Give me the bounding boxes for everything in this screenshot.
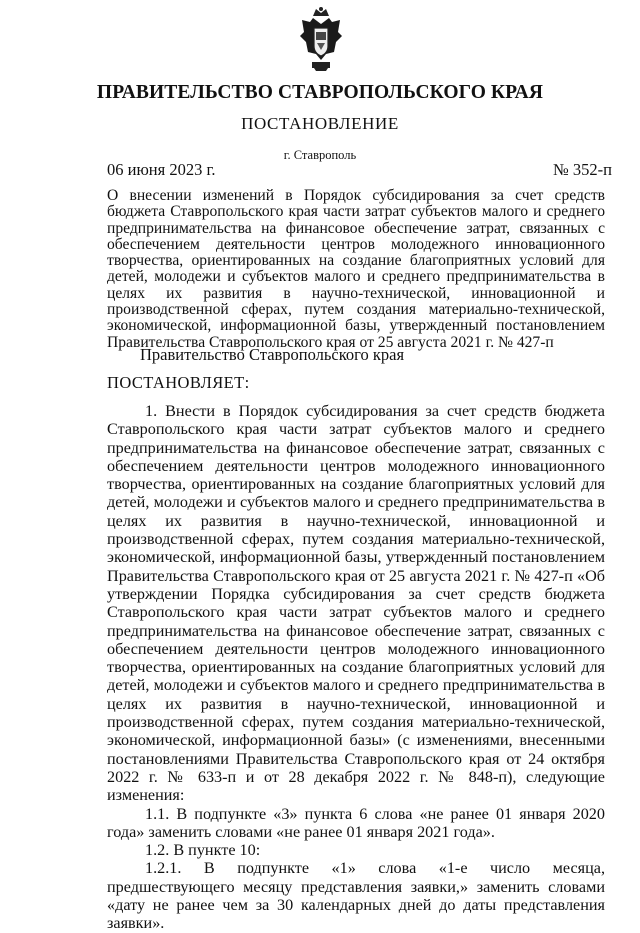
document-number: № 352-п bbox=[553, 160, 612, 179]
paragraph-1: 1. Внести в Порядок субсидирования за счет средств бюджета Ставропольского края части затрат субъектов малого и среднего предпринимательства на финансовое обеспечение затрат, связанных с обеспечением деятельности центров молодежного инновационного творчества, ориентированных на создание благоприятных условий для детей, молодежи и субъектов малого и среднего предпринимательства в целях их развития в научно-технической, инновационной и производственной сферах, путем создания материально-технической, экономической, информационной базы, утвержденный постановлением Правительства Ставропольского края от 25 августа 2021 г. № 427-п «Об утверждении Порядка субсидирования за счет средств бюджета Ставропольского края части затрат субъектов малого и среднего предпринимательства на финансовое обеспечение затрат, связанных с обеспечением деятельности центров молодежного инновационного творчества, ориентированных на создание благоприятных условий для детей, молодежи и субъектов малого и среднего предпринимательства в целях их развития в научно-технической, инновационной и производственной сферах, путем создания материально-технической, экономической, информационной базы» (с изменениями, внесенными постановлениями Правительства Ставропольского края от 24 октября 2022 г. № 633-п и от 28 декабря 2022 г. № 848-п), следующие изменения: bbox=[107, 402, 605, 805]
document-subject: О внесении изменений в Порядок субсидирования за счет средств бюджета Ставропольского края части затрат субъектов малого и среднего предпринимательства на финансовое обеспечение затрат, связанных с обеспечением деятельности центров молодежного инновационного творчества, ориентированных на создание благоприятных условий для детей, молодежи и субъектов малого и среднего предпринимательства в целях их развития в научно-технической, инновационной и производственной сферах, путем создания материально-технической, экономической, информационной базы, утвержденный постановлением Правительства Ставропольского края от 25 августа 2021 г. № 427-п bbox=[107, 187, 605, 351]
coat-of-arms-icon bbox=[296, 6, 346, 72]
document-date: 06 июня 2023 г. bbox=[107, 160, 216, 179]
document-type: ПОСТАНОВЛЕНИЕ bbox=[241, 114, 399, 133]
document-body bbox=[107, 402, 605, 933]
decree-word: ПОСТАНОВЛЯЕТ: bbox=[107, 373, 250, 392]
government-title: ПРАВИТЕЛЬСТВО СТАВРОПОЛЬСКОГО КРАЯ bbox=[96, 82, 544, 103]
city-name: г. Ставрополь bbox=[283, 148, 357, 162]
paragraph-1-1: 1.1. В подпункте «3» пункта 6 слова «не ранее 01 января 2020 года» заменить словами «не ранее 01 января 2021 года». bbox=[107, 804, 605, 841]
paragraph-1-2-1: 1.2.1. В подпункте «1» слова «1-е число месяца, предшествующего месяцу представления заявки,» заменить словами «дату не ранее чем за 30 календарных дней до даты представления заявки». bbox=[107, 859, 605, 933]
issuer-line: Правительство Ставропольского края bbox=[140, 345, 405, 364]
paragraph-1-2: 1.2. В пункте 10: bbox=[145, 841, 261, 860]
